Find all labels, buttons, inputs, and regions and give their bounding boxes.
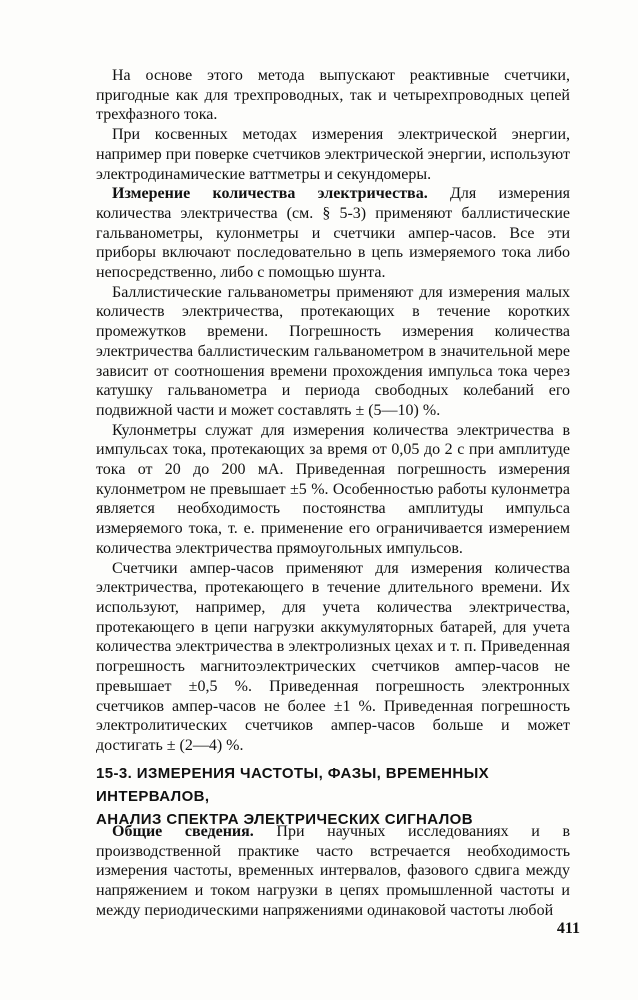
section-heading-line-1: 15-3. ИЗМЕРЕНИЯ ЧАСТОТЫ, ФАЗЫ, ВРЕМЕННЫХ ИНТЕРВАЛОВ,	[96, 765, 490, 805]
paragraph-ampere-hour-meters: Счетчики ампер-часов применяют для измерения количества электричества, протекающего в течение длительного времени. Их используют, например, для учета количества электричества, протекающего в цепи нагрузки аккумуляторных батарей, для учета количества электричества в электролизных цехах и т. п. Приведенная погрешность магнитоэлектрических счетчиков ампер-часов не превышает ±0,5 %. Приведенная погрешность электронных счетчиков ампер-часов не более ±1 %. Приведенная погрешность электролитических счетчиков ампер-часов больше и может достигать ± (2—4) %.	[96, 559, 570, 754]
paragraph-ballistic-galvanometers: Баллистические гальванометры применяют для измерения малых количеств электричества, протекающих в течение коротких промежутков времени. Погрешность измерения количества электричества баллистическим гальванометром в значительной мере зависит от соотношения времени прохождения импульса тока через катушку гальванометра и периода свободных колебаний его подвижной части и может составлять ± (5—10) %.	[96, 283, 570, 419]
run-in-heading: Измерение количества электричества.	[112, 185, 428, 203]
run-in-heading: Общие сведения.	[112, 823, 254, 840]
paragraph-indirect-methods: При косвенных методах измерения электрической энергии, например при поверке счетчиков электрической энергии, используют электродинамические ваттметры и секундомеры.	[96, 126, 570, 183]
paragraph-reactive-meters: На основе этого метода выпускают реактивные счетчики, пригодные как для трехпроводных, так и четырехпроводных цепей трехфазного тока.	[96, 67, 570, 124]
paragraph-general-info: Общие сведения. При научных исследованиях и в производственной практике часто встречается необходимость измерения частоты, временных интервалов, фазового сдвига между напряжением и током нагрузки в цепях промышленной частоты и между периодическими напряжениями одинаковой частоты любой	[96, 823, 571, 919]
body-text-upper	[96, 66, 570, 756]
page-number: 411	[556, 920, 580, 937]
paragraph-charge-measurement: Измерение количества электричества. Для измерения количества электричества (см. § 5-3) применяют баллистические гальванометры, кулонметры и счетчики ампер-часов. Все эти приборы включают последовательно в цепь измеряемого тока либо непосредственно, либо с помощью шунта.	[96, 185, 570, 282]
paragraph-coulombmeters: Кулонметры служат для измерения количества электричества в импульсах тока, протекающих за время от 0,05 до 2 с при амплитуде тока от 20 до 200 мА. Приведенная погрешность измерения кулонметром не превышает ±5 %. Особенностью работы кулонметра является необходимость постоянства амплитуды импульса измеряемого тока, т. е. применение его ограничивается измерением количества электричества прямоугольных импульсов.	[96, 421, 570, 557]
section-heading	[96, 762, 570, 831]
body-text-lower	[96, 822, 570, 921]
section-heading-line-2: АНАЛИЗ СПЕКТРА ЭЛЕКТРИЧЕСКИХ СИГНАЛОВ	[96, 811, 473, 828]
